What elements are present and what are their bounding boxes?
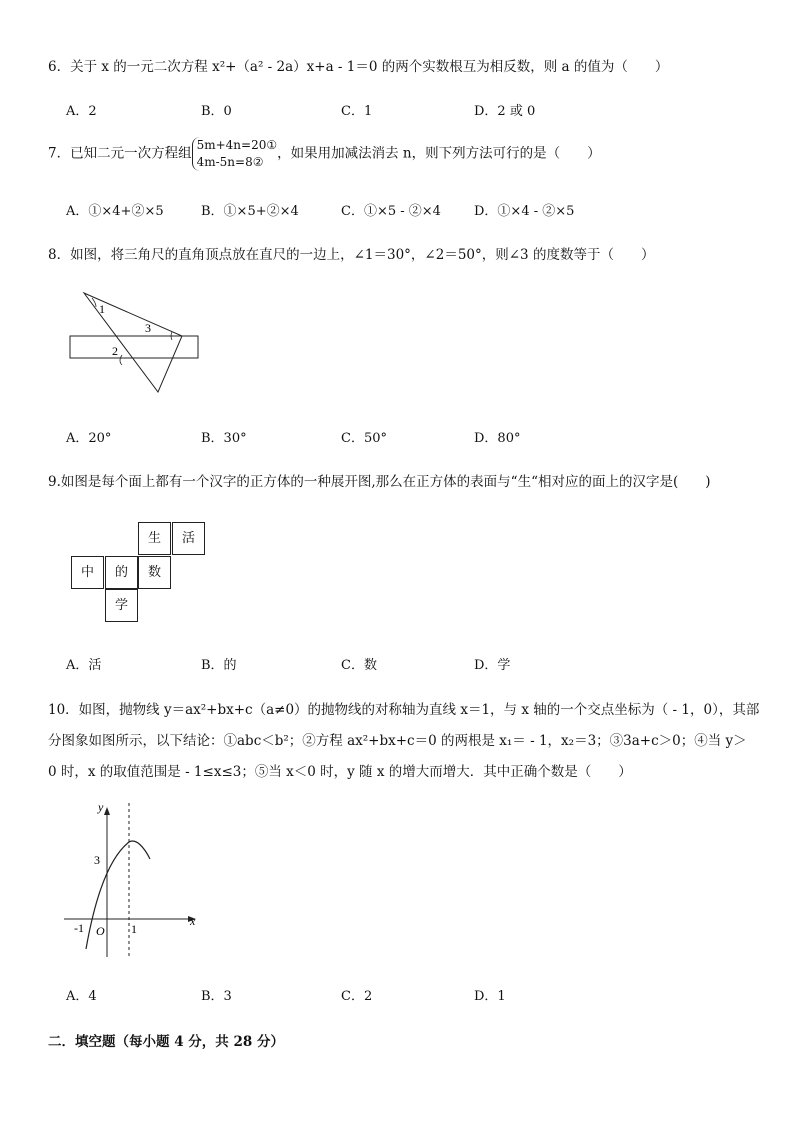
- y-axis-arrow: [104, 807, 110, 815]
- q7-option-d: D．①×4 - ②×5: [474, 204, 575, 219]
- q9-stem: 9.如图是每个面上都有一个汉字的正方体的一种展开图,那么在正方体的表面与“生“相对应的面上的汉字是( ): [48, 474, 711, 490]
- q6-option-c: C．1: [341, 104, 373, 119]
- q7-eq2: 4m-5n=8②: [196, 155, 264, 169]
- cell-xue: 学: [105, 589, 138, 622]
- q8-option-a: A．20°: [66, 431, 112, 446]
- cell-zhong: 中: [71, 556, 104, 589]
- q8-stem: 8．如图，将三角尺的直角顶点放在直尺的一边上，∠1＝30°，∠2＝50°，则∠3 的度数等于（ ）: [48, 247, 655, 263]
- q6-option-b: B．0: [201, 104, 232, 119]
- q7-option-b: B．①×5+②×4: [201, 204, 299, 219]
- q10-line3: 0 时，x 的取值范围是 - 1≤x≤3；⑤当 x＜0 时，y 随 x 的增大而增大．其中正确个数是（ ）: [48, 764, 632, 780]
- q10-parabola-figure: [60, 797, 205, 962]
- q7-option-c: C．①×5 - ②×4: [341, 204, 441, 219]
- cube-net: [71, 522, 211, 627]
- q8-option-c: C．50°: [341, 431, 387, 446]
- q10-option-c: C．2: [341, 989, 373, 1004]
- q6-option-d: D．2 或 0: [474, 104, 536, 119]
- neg-one-label: -1: [74, 921, 84, 935]
- q8-figure: [60, 285, 210, 400]
- q8-option-d: D．80°: [474, 431, 521, 446]
- section-title: 二．填空题（每小题 4 分，共 28 分）: [48, 1034, 284, 1050]
- q7-stem: [48, 137, 601, 171]
- q7-stem-prefix: 7．已知二元一次方程组: [48, 145, 192, 162]
- q7-stem-suffix: ，如果用加减法消去 n，则下列方法可行的是（ ）: [277, 145, 601, 162]
- one-label: 1: [131, 922, 137, 936]
- origin-label: O: [96, 924, 105, 938]
- ruler: [70, 336, 198, 358]
- cell-sheng: 生: [138, 522, 171, 555]
- q7-eq1: 5m+4n=20①: [196, 138, 278, 152]
- q9-option-d: D．学: [474, 658, 511, 673]
- q6-option-a: A．2: [66, 104, 97, 119]
- cell-de: 的: [105, 556, 138, 589]
- q10-option-b: B．3: [201, 989, 232, 1004]
- q10-option-d: D．1: [474, 989, 506, 1004]
- q10-line2: 分图象如图所示，以下结论：①abc＜b²；②方程 ax²+bx+c＝0 的两根是 x₁＝ - 1，x₂＝3；③3a+c＞0；④当 y＞: [48, 733, 747, 749]
- angle-2-label: 2: [112, 344, 118, 358]
- q8-option-b: B．30°: [201, 431, 247, 446]
- q10-option-a: A．4: [66, 989, 97, 1004]
- q6-stem: 6．关于 x 的一元二次方程 x²+（a² - 2a）x+a - 1＝0 的两个实数根互为相反数，则 a 的值为（ ）: [48, 59, 669, 75]
- equation-system: [192, 137, 278, 171]
- angle-1-label: 1: [99, 302, 105, 316]
- q9-option-c: C．数: [341, 658, 377, 673]
- angle-3-label: 3: [145, 321, 151, 335]
- y-intercept-label: 3: [94, 853, 100, 867]
- cell-shu: 数: [138, 556, 171, 589]
- cell-huo: 活: [172, 522, 205, 555]
- y-axis-label: y: [98, 800, 104, 814]
- q9-option-b: B．的: [201, 658, 237, 673]
- q7-option-a: A．①×4+②×5: [66, 204, 164, 219]
- q10-line1: 10．如图，抛物线 y＝ax²+bx+c（a≠0）的抛物线的对称轴为直线 x＝1，与 x 轴的一个交点坐标为（ - 1，0），其部: [48, 702, 760, 718]
- x-axis-label: x: [190, 914, 196, 928]
- q9-option-a: A．活: [66, 658, 102, 673]
